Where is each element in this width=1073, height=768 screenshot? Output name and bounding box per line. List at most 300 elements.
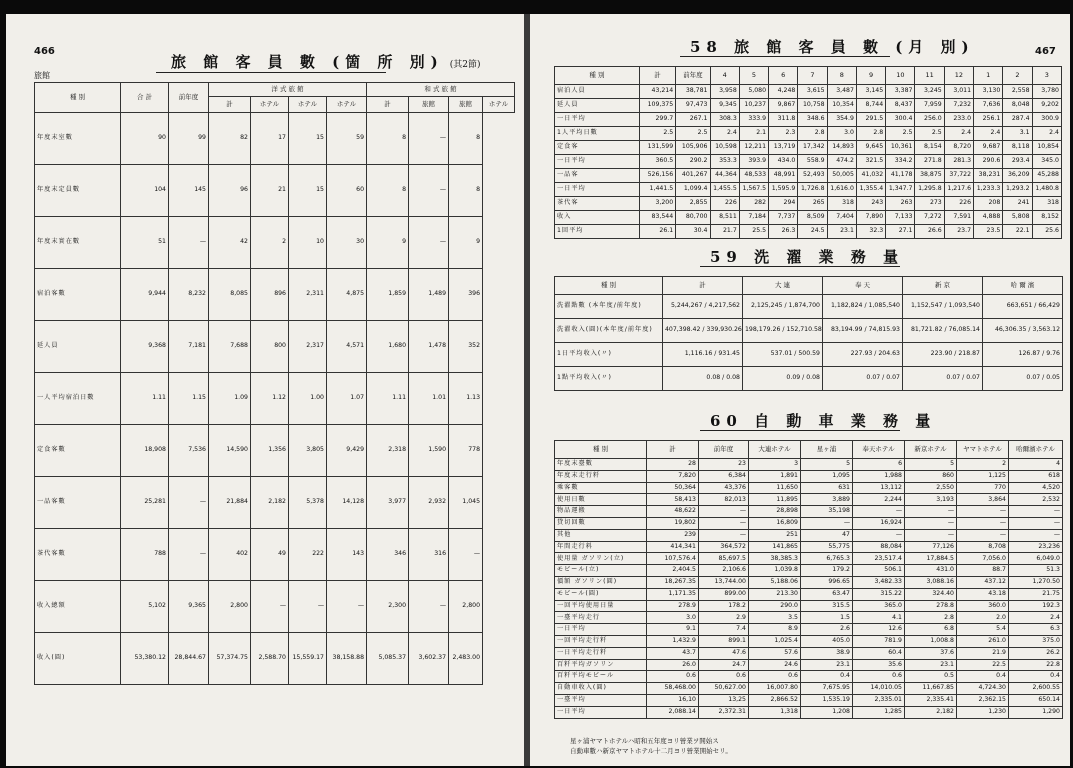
table-cell: 402 bbox=[209, 529, 251, 581]
table-cell: 251 bbox=[749, 529, 801, 541]
table-cell: 90 bbox=[121, 113, 169, 165]
table-cell: 48,991 bbox=[769, 169, 798, 183]
subheader-cell: ホテル bbox=[483, 97, 515, 113]
table-cell: 2.1 bbox=[739, 127, 768, 141]
column-header: 2 bbox=[1003, 67, 1032, 85]
table-row bbox=[35, 581, 515, 633]
column-header: 哈 爾 濱 bbox=[983, 277, 1063, 295]
row-label: 定食客 bbox=[555, 141, 640, 155]
table-cell: 3.0 bbox=[647, 612, 699, 624]
table-row bbox=[555, 99, 1062, 113]
table-cell: 43,376 bbox=[699, 482, 749, 494]
table-cell: — bbox=[957, 517, 1009, 529]
table-cell: 2,866.52 bbox=[749, 694, 801, 706]
table-cell: 6,384 bbox=[699, 470, 749, 482]
table-cell: 353.3 bbox=[710, 155, 739, 169]
table-cell: — bbox=[699, 517, 749, 529]
table-cell: 281.3 bbox=[944, 155, 973, 169]
table-cell: 50,627.00 bbox=[699, 683, 749, 695]
column-header: 星ヶ浦 bbox=[801, 441, 853, 459]
table-cell: 23,517.4 bbox=[853, 553, 905, 565]
table-cell: 9,944 bbox=[121, 269, 169, 321]
table-cell: 2,600.55 bbox=[1009, 683, 1063, 695]
table-cell: 360.0 bbox=[957, 600, 1009, 612]
table-cell: 0.5 bbox=[905, 671, 957, 683]
table-cell: 4.1 bbox=[853, 612, 905, 624]
table-cell: 7,591 bbox=[944, 211, 973, 225]
table-cell: 4,724.30 bbox=[957, 683, 1009, 695]
table-cell: 50,005 bbox=[827, 169, 856, 183]
table-cell: 1,233.3 bbox=[974, 183, 1003, 197]
table-cell: — bbox=[409, 113, 449, 165]
row-label: 定食客數 bbox=[35, 425, 121, 477]
table-row bbox=[555, 494, 1063, 506]
table-cell: 8,232 bbox=[169, 269, 209, 321]
table-cell: 290.6 bbox=[974, 155, 1003, 169]
table-cell: 0.6 bbox=[699, 671, 749, 683]
row-label: 年度末走行粁 bbox=[555, 470, 647, 482]
table-cell: 35.6 bbox=[853, 659, 905, 671]
table-cell: 1,208 bbox=[801, 706, 853, 718]
table-cell: 0.6 bbox=[647, 671, 699, 683]
table-cell: 43.7 bbox=[647, 647, 699, 659]
table-cell: 1,293.2 bbox=[1003, 183, 1032, 197]
row-label: 洗濯點數 (本年度/前年度) bbox=[555, 295, 663, 319]
table-cell: 2 bbox=[957, 459, 1009, 471]
table-cell: 3,200 bbox=[639, 197, 675, 211]
table-cell: 13,719 bbox=[769, 141, 798, 155]
table-row bbox=[35, 269, 515, 321]
table-cell: 53,380.12 bbox=[121, 633, 169, 685]
col-header-japanese: 和 式 旅 館 bbox=[367, 83, 515, 97]
table-cell: 318 bbox=[1032, 197, 1061, 211]
table-cell: 43.18 bbox=[957, 588, 1009, 600]
table-row bbox=[555, 683, 1063, 695]
table-cell: 8,085 bbox=[209, 269, 251, 321]
table-cell: 8,511 bbox=[710, 211, 739, 225]
table-cell: 6 bbox=[853, 459, 905, 471]
table-cell: 9 bbox=[367, 217, 409, 269]
table-cell: 10,758 bbox=[798, 99, 827, 113]
table-cell: 1,116.16 / 931.45 bbox=[663, 343, 743, 367]
table-cell: 222 bbox=[289, 529, 327, 581]
table-cell: 42 bbox=[209, 217, 251, 269]
table-cell: 7,184 bbox=[739, 211, 768, 225]
column-header: 10 bbox=[886, 67, 915, 85]
table-cell: 239 bbox=[647, 529, 699, 541]
table-cell: 2,800 bbox=[209, 581, 251, 633]
table-cell: 375.0 bbox=[1009, 635, 1063, 647]
table-cell: 82,013 bbox=[699, 494, 749, 506]
table-cell: 334.2 bbox=[886, 155, 915, 169]
table-cell: 58,413 bbox=[647, 494, 699, 506]
table-cell: 365.0 bbox=[853, 600, 905, 612]
table-cell: 2,404.5 bbox=[647, 565, 699, 577]
table-cell: 208 bbox=[974, 197, 1003, 211]
table-cell: 8.9 bbox=[749, 624, 801, 636]
row-label: 一日平均 bbox=[555, 155, 640, 169]
table-cell: 2,532 bbox=[1009, 494, 1063, 506]
footnote-1: 星ヶ浦ヤマトホテルハ昭和五年度ヨリ營業ヲ開始ス bbox=[570, 737, 719, 745]
table-cell: 431.0 bbox=[905, 565, 957, 577]
table-cell: — bbox=[409, 165, 449, 217]
row-label: 一日平均走行粁 bbox=[555, 647, 647, 659]
table-cell: 131,599 bbox=[639, 141, 675, 155]
table-row bbox=[555, 343, 1063, 367]
subheader-cell: ホテル bbox=[327, 97, 367, 113]
table-cell: 2,125,245 / 1,874,700 bbox=[743, 295, 823, 319]
column-header: 計 bbox=[639, 67, 675, 85]
table-cell: — bbox=[957, 506, 1009, 518]
table-cell: 3,245 bbox=[915, 85, 944, 99]
table-cell: 51 bbox=[121, 217, 169, 269]
table-row bbox=[555, 155, 1062, 169]
table-cell: 23.5 bbox=[974, 225, 1003, 239]
table-cell: — bbox=[801, 517, 853, 529]
table-cell: — bbox=[1009, 506, 1063, 518]
table-row bbox=[555, 141, 1062, 155]
table-cell: 1,270.50 bbox=[1009, 576, 1063, 588]
table-cell: 141,865 bbox=[749, 541, 801, 553]
table-cell: 10,598 bbox=[710, 141, 739, 155]
column-header: 奉天ホテル bbox=[853, 441, 905, 459]
row-label: 年度末定員數 bbox=[35, 165, 121, 217]
table-cell: 51.3 bbox=[1009, 565, 1063, 577]
table-cell: 14,590 bbox=[209, 425, 251, 477]
table-cell: 1,480.8 bbox=[1032, 183, 1061, 197]
table-cell: 1,988 bbox=[853, 470, 905, 482]
column-header: 前年度 bbox=[676, 67, 710, 85]
table-row bbox=[555, 624, 1063, 636]
table-cell: — bbox=[251, 581, 289, 633]
row-label: 年度末實在數 bbox=[35, 217, 121, 269]
table-cell: 36,209 bbox=[1003, 169, 1032, 183]
table-cell: 0.4 bbox=[1009, 671, 1063, 683]
table-cell: 308.3 bbox=[710, 113, 739, 127]
table-cell: 25.6 bbox=[1032, 225, 1061, 239]
table-row bbox=[555, 529, 1063, 541]
table-cell: 88,084 bbox=[853, 541, 905, 553]
table-cell: 2,088.14 bbox=[647, 706, 699, 718]
table-cell: 4,571 bbox=[327, 321, 367, 373]
table-row bbox=[555, 647, 1063, 659]
table-cell: — bbox=[1009, 517, 1063, 529]
table-cell: 4,875 bbox=[327, 269, 367, 321]
table-cell: 663,651 / 66,429 bbox=[983, 295, 1063, 319]
row-label: 物品運搬 bbox=[555, 506, 647, 518]
table-cell: 3,130 bbox=[974, 85, 1003, 99]
left-table-title bbox=[171, 51, 481, 72]
table-cell: 2,182 bbox=[251, 477, 289, 529]
subheader-cell: ホテル bbox=[251, 97, 289, 113]
row-label: 其他 bbox=[555, 529, 647, 541]
table-cell: 265 bbox=[798, 197, 827, 211]
table-cell: 324.40 bbox=[905, 588, 957, 600]
table-cell: 22.1 bbox=[1003, 225, 1032, 239]
column-header: 5 bbox=[739, 67, 768, 85]
table-cell: 401,267 bbox=[676, 169, 710, 183]
row-label: 一日平均 bbox=[555, 706, 647, 718]
table-cell: 0.07 / 0.07 bbox=[823, 367, 903, 391]
table59-underline bbox=[700, 266, 900, 267]
table-cell: 2,550 bbox=[905, 482, 957, 494]
table-cell: 294 bbox=[769, 197, 798, 211]
table-cell: 88.7 bbox=[957, 565, 1009, 577]
table-cell: 3,193 bbox=[905, 494, 957, 506]
table-cell: 8 bbox=[367, 113, 409, 165]
table-cell: 800 bbox=[251, 321, 289, 373]
table-cell: 192.3 bbox=[1009, 600, 1063, 612]
table-cell: 345.0 bbox=[1032, 155, 1061, 169]
table-cell: — bbox=[169, 217, 209, 269]
table-cell: 1,891 bbox=[749, 470, 801, 482]
col-header-western: 洋 式 旅 館 bbox=[209, 83, 367, 97]
table-cell: 1,489 bbox=[409, 269, 449, 321]
table-cell: 97,473 bbox=[676, 99, 710, 113]
table-cell: 4,520 bbox=[1009, 482, 1063, 494]
table-cell: — bbox=[905, 529, 957, 541]
table-cell: 321.5 bbox=[856, 155, 885, 169]
row-label: 年度末室數 bbox=[35, 113, 121, 165]
table-row bbox=[555, 671, 1063, 683]
table-cell: 1,182,824 / 1,085,540 bbox=[823, 295, 903, 319]
row-label: 自動車收入(圓) bbox=[555, 683, 647, 695]
row-label: 年間走行料 bbox=[555, 541, 647, 553]
table-cell: 17,342 bbox=[798, 141, 827, 155]
page-number-right: 467 bbox=[1035, 46, 1056, 57]
row-label: 價額 ガソリン(圓) bbox=[555, 576, 647, 588]
table-cell: 104 bbox=[121, 165, 169, 217]
table-cell: 256.0 bbox=[915, 113, 944, 127]
table-cell: 4,888 bbox=[974, 211, 1003, 225]
row-label: 貸切回數 bbox=[555, 517, 647, 529]
row-label: 宿泊客數 bbox=[35, 269, 121, 321]
table-cell: 1,008.8 bbox=[905, 635, 957, 647]
table-row bbox=[555, 482, 1063, 494]
title-underline bbox=[156, 72, 386, 73]
table-cell: 0.6 bbox=[853, 671, 905, 683]
table-row bbox=[555, 197, 1062, 211]
table-cell: 1,595.9 bbox=[769, 183, 798, 197]
table-cell: 8,048 bbox=[1003, 99, 1032, 113]
table-cell: — bbox=[853, 506, 905, 518]
table-cell: 49 bbox=[251, 529, 289, 581]
table-cell: 5,080 bbox=[739, 85, 768, 99]
table-cell: — bbox=[289, 581, 327, 633]
table-cell: 19,802 bbox=[647, 517, 699, 529]
table-cell: 10,854 bbox=[1032, 141, 1061, 155]
table-cell: 0.09 / 0.08 bbox=[743, 367, 823, 391]
table-cell: 10,237 bbox=[739, 99, 768, 113]
table-cell: 2.9 bbox=[699, 612, 749, 624]
table-cell: 2,558 bbox=[1003, 85, 1032, 99]
table59-body bbox=[555, 295, 1063, 391]
column-header: 8 bbox=[827, 67, 856, 85]
table-cell: 1,859 bbox=[367, 269, 409, 321]
table-row bbox=[555, 127, 1062, 141]
row-label: 延人員 bbox=[35, 321, 121, 373]
column-header: 6 bbox=[769, 67, 798, 85]
table-cell: 8,744 bbox=[856, 99, 885, 113]
column-header: 新 京 bbox=[903, 277, 983, 295]
table-cell: 273 bbox=[915, 197, 944, 211]
table-cell: 393.9 bbox=[739, 155, 768, 169]
table-cell: 12,211 bbox=[739, 141, 768, 155]
table-cell: 28 bbox=[647, 459, 699, 471]
table-cell: 24.7 bbox=[699, 659, 749, 671]
table-cell: 45,288 bbox=[1032, 169, 1061, 183]
table-cell: 346 bbox=[367, 529, 409, 581]
table-cell: 17 bbox=[251, 113, 289, 165]
table-cell: 24.6 bbox=[749, 659, 801, 671]
left-title-text: 旅 館 客 員 數 (箇 所 別) bbox=[171, 53, 444, 71]
table-cell: 30.4 bbox=[676, 225, 710, 239]
table-cell: 318 bbox=[827, 197, 856, 211]
table-cell: — bbox=[905, 517, 957, 529]
table-row bbox=[555, 113, 1062, 127]
table-cell: 1,478 bbox=[409, 321, 449, 373]
table-cell: 2,300 bbox=[367, 581, 409, 633]
table-row bbox=[555, 694, 1063, 706]
table-cell: 2.4 bbox=[1032, 127, 1061, 141]
table-cell: 243 bbox=[856, 197, 885, 211]
table-cell: — bbox=[409, 581, 449, 633]
left-title-sub: (其2節) bbox=[449, 60, 481, 70]
table-cell: 107,576.4 bbox=[647, 553, 699, 565]
table-cell: 287.4 bbox=[1003, 113, 1032, 127]
table-cell: 1,356 bbox=[251, 425, 289, 477]
row-label: 一日平均 bbox=[555, 183, 640, 197]
table-cell: 8,118 bbox=[1003, 141, 1032, 155]
row-label: 一回平均使用日量 bbox=[555, 600, 647, 612]
table-row bbox=[555, 367, 1063, 391]
table58-underline bbox=[680, 56, 890, 57]
table-cell: 261.0 bbox=[957, 635, 1009, 647]
table-cell: 788 bbox=[121, 529, 169, 581]
table-cell: 26.3 bbox=[769, 225, 798, 239]
table-cell: 7,820 bbox=[647, 470, 699, 482]
left-page bbox=[6, 14, 524, 766]
column-header: 前年度 bbox=[699, 441, 749, 459]
table-cell: 14,010.05 bbox=[853, 683, 905, 695]
table-row bbox=[35, 217, 515, 269]
table-cell: 2.5 bbox=[886, 127, 915, 141]
column-header: 大 連 bbox=[743, 277, 823, 295]
table-cell: 26.0 bbox=[647, 659, 699, 671]
table-cell: 241 bbox=[1003, 197, 1032, 211]
table-cell: 6,049.0 bbox=[1009, 553, 1063, 565]
row-label: 1人平均日數 bbox=[555, 127, 640, 141]
table-cell: 278.9 bbox=[647, 600, 699, 612]
row-label: 茶代客 bbox=[555, 197, 640, 211]
table-cell: 38,781 bbox=[676, 85, 710, 99]
table-cell: 57.6 bbox=[749, 647, 801, 659]
table-row bbox=[555, 600, 1063, 612]
column-header: 計 bbox=[663, 277, 743, 295]
table-cell: 558.9 bbox=[798, 155, 827, 169]
table59-title: 59 洗 濯 業 務 量 bbox=[710, 248, 904, 266]
table-row bbox=[555, 635, 1063, 647]
table-cell: — bbox=[957, 529, 1009, 541]
table-cell: 618 bbox=[1009, 470, 1063, 482]
table-cell: 1,217.6 bbox=[944, 183, 973, 197]
table-cell: 96 bbox=[209, 165, 251, 217]
table-cell: 5,808 bbox=[1003, 211, 1032, 225]
table-cell: 434.0 bbox=[769, 155, 798, 169]
table-cell: 2.5 bbox=[676, 127, 710, 141]
table-cell: 13,25 bbox=[699, 694, 749, 706]
table-cell: 85,697.5 bbox=[699, 553, 749, 565]
table-cell: 3,088.16 bbox=[905, 576, 957, 588]
table-cell: 9,202 bbox=[1032, 99, 1061, 113]
table-cell: 82 bbox=[209, 113, 251, 165]
table-cell: 300.9 bbox=[1032, 113, 1061, 127]
table-cell: — bbox=[699, 529, 749, 541]
table-cell: 9,365 bbox=[169, 581, 209, 633]
table-cell: 21.75 bbox=[1009, 588, 1063, 600]
table-row bbox=[555, 295, 1063, 319]
table-cell: 24.5 bbox=[798, 225, 827, 239]
table-cell: 13,744.00 bbox=[699, 576, 749, 588]
table-cell: 315.5 bbox=[801, 600, 853, 612]
table-cell: 282 bbox=[739, 197, 768, 211]
table60 bbox=[554, 440, 1063, 719]
table-cell: 2,244 bbox=[853, 494, 905, 506]
table-cell: 50,364 bbox=[647, 482, 699, 494]
table-cell: — bbox=[327, 581, 367, 633]
table-cell: 3.5 bbox=[749, 612, 801, 624]
table-cell: 3,387 bbox=[886, 85, 915, 99]
table-cell: 1,455.5 bbox=[710, 183, 739, 197]
row-label: 洗濯收入(圓)(本年度/前年度) bbox=[555, 319, 663, 343]
table58-header-row bbox=[555, 67, 1062, 85]
table-row bbox=[555, 85, 1062, 99]
table-cell: 1,567.5 bbox=[739, 183, 768, 197]
table-cell: 3 bbox=[749, 459, 801, 471]
row-label: モビール(立) bbox=[555, 565, 647, 577]
table-cell: 996.65 bbox=[801, 576, 853, 588]
table-cell: 5,085.37 bbox=[367, 633, 409, 685]
table-cell: 407,398.42 / 339,930.26 bbox=[663, 319, 743, 343]
table-cell: 38,385.3 bbox=[749, 553, 801, 565]
table-cell: 41,178 bbox=[886, 169, 915, 183]
table-cell: 860 bbox=[905, 470, 957, 482]
table-cell: 26.1 bbox=[639, 225, 675, 239]
table-cell: 7,959 bbox=[915, 99, 944, 113]
table-cell: 354.9 bbox=[827, 113, 856, 127]
row-label: 一人平均宿泊日數 bbox=[35, 373, 121, 425]
table-cell: 291.5 bbox=[856, 113, 885, 127]
table-cell: 1,616.0 bbox=[827, 183, 856, 197]
table-cell: 15 bbox=[289, 165, 327, 217]
table-cell: 2.8 bbox=[798, 127, 827, 141]
right-page bbox=[530, 14, 1070, 766]
table-cell: 126.87 / 9.76 bbox=[983, 343, 1063, 367]
table-cell: 143 bbox=[327, 529, 367, 581]
page-number-left: 466 bbox=[34, 46, 55, 57]
table-cell: 278.8 bbox=[905, 600, 957, 612]
table-cell: 1,025.4 bbox=[749, 635, 801, 647]
table-cell: 3,780 bbox=[1032, 85, 1061, 99]
table-cell: 474.2 bbox=[827, 155, 856, 169]
table-cell: 37.6 bbox=[905, 647, 957, 659]
table-row bbox=[35, 373, 515, 425]
table-row bbox=[35, 477, 515, 529]
table-cell: 1,590 bbox=[409, 425, 449, 477]
table-cell: 8,152 bbox=[1032, 211, 1061, 225]
table-cell: 3,977 bbox=[367, 477, 409, 529]
table-cell: 2,182 bbox=[905, 706, 957, 718]
